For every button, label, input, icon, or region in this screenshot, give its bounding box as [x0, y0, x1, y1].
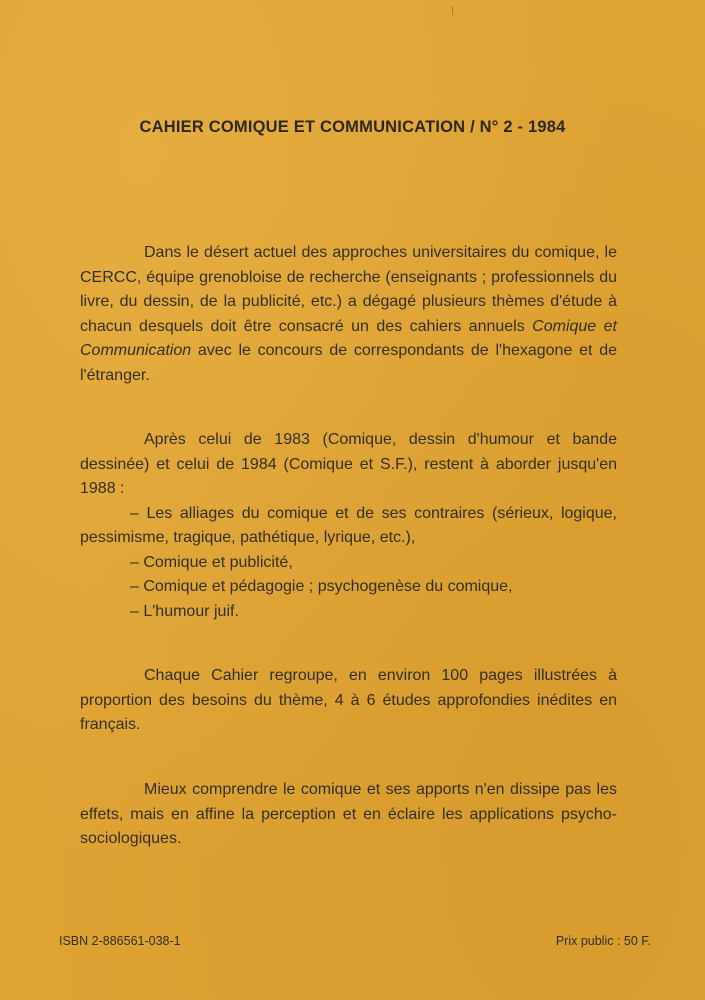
theme-item-2: – Comique et publicité,: [130, 553, 293, 571]
theme-item-1: – Les alliages du comique et de ses contraires (sérieux, logique, pessimisme, tragique, pathétique, lyrique, etc.),: [80, 504, 617, 546]
content-paragraph-text: Chaque Cahier regroupe, en environ 100 pages illustrées à proportion des besoins du thème, 4 à 6 études approfondies inédites en français.: [80, 667, 617, 733]
scan-mark: [452, 6, 453, 15]
series-title: Comique et Communication: [80, 317, 617, 359]
themes-paragraph: [80, 428, 617, 624]
intro-paragraph: [80, 241, 617, 388]
intro-text-start: Dans le désert actuel des approches universitaires du comique, le CERCC, équipe grenobloise de recherche (enseignants ; professionnels du livre, du dessin, de la publicité, etc.) a dégagé plusieurs thèmes d'étude à chacun desquels doit être consacré un des cahiers annuels: [80, 244, 617, 335]
price-label: Prix public : 50 F.: [555, 934, 651, 948]
closing-paragraph: [80, 778, 617, 852]
cover-title: CAHIER COMIQUE ET COMMUNICATION / N° 2 - 1984: [139, 118, 566, 136]
isbn-label: ISBN 2-886561-038-1: [59, 934, 181, 948]
content-paragraph: [80, 664, 617, 738]
intro-paragraph-text: [80, 241, 617, 388]
theme-item-4: – L'humour juif.: [130, 602, 239, 620]
theme-item-3: – Comique et pédagogie ; psychogenèse du comique,: [130, 578, 513, 595]
intro-text-end: avec le concours de correspondants de l'hexagone et de l'étranger.: [80, 342, 617, 384]
themes-intro: Après celui de 1983 (Comique, dessin d'humour et bande dessinée) et celui de 1984 (Comique et S.F.), restent à aborder jusqu'en 1988 :: [80, 431, 617, 497]
closing-paragraph-text: Mieux comprendre le comique et ses apports n'en dissipe pas les effets, mais en affine la perception et en éclaire les applications psycho-sociologiques.: [80, 781, 617, 847]
